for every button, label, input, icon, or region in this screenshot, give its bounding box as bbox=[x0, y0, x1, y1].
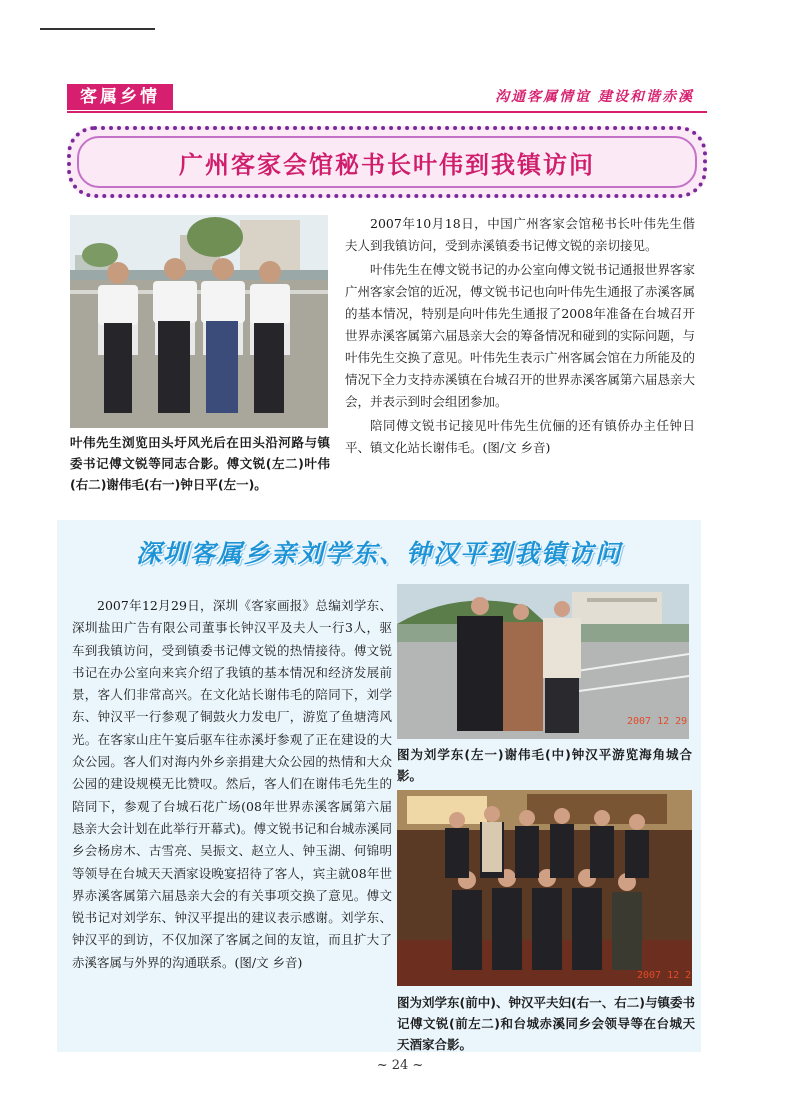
article2-paragraph: 2007年12月29日，深圳《客家画报》总编刘学东、深圳盐田广告有限公司董事长钟汉平及夫人一行3人，驱车到我镇访问，受到镇委书记傅文锐的热情接待。傅文锐书记在办公室向来宾介绍了我镇的基本情况和经济发展前景，客人们非常高兴。在文化站长谢伟毛的陪同下，刘学东、钟汉平一行参观了铜鼓火力发电厂，游览了鱼塘湾风光。在客家山庄午宴后驱车往赤溪圩参观了正在建设的大众公园。客人们对海内外乡亲捐建大众公园的热情和大众公园的建设规模无比赞叹。然后，客人们在谢伟毛先生的陪同下，参观了台城石花广场(08年世界赤溪客属第六届恳亲大会计划在此举行开幕式)。傅文锐书记和台城赤溪同乡会杨房木、古雪亮、吴振文、赵立人、钟玉湖、何锦明等领导在台城天天酒家设晚宴招待了客人，宾主就08年世界赤溪客属第六届恳亲大会的有关事项交换了意见。傅文锐书记对刘学东、钟汉平提出的建议表示感谢。刘学东、钟汉平的到访，不仅加深了客属之间的友谊，而且扩大了赤溪客属与外界的沟通联系。(图/文 乡音) bbox=[72, 598, 392, 970]
svg-text:2007 12 2: 2007 12 2 bbox=[637, 970, 692, 981]
svg-text:2007 12 29: 2007 12 29 bbox=[627, 716, 688, 727]
article1-photo-caption: 叶伟先生浏览田头圩风光后在田头沿河路与镇委书记傅文锐等同志合影。傅文锐(左二)叶伟(右二)谢伟毛(右一)钟日平(左一)。 bbox=[70, 435, 330, 492]
section-tag: 客属乡情 bbox=[67, 84, 173, 110]
header-slogan: 沟通客属情谊 建设和谐赤溪 bbox=[495, 89, 694, 105]
article1-photo bbox=[70, 215, 328, 428]
article1-paragraph: 叶伟先生在傅文锐书记的办公室向傅文锐书记通报世界客家广州客家会馆的近况，傅文锐书记也向叶伟先生通报了赤溪客属的基本情况，特别是向叶伟先生通报了2008年准备在台城召开世界赤溪客属第六届恳亲大会的筹备情况和碰到的实际问题，与叶伟先生交换了意见。叶伟先生表示广州客属会馆在力所能及的情况下全力支持赤溪镇在台城召开的世界赤溪客属第六届恳亲大会，并表示到时会组团参加。 bbox=[345, 262, 696, 409]
article1-title: 广州客家会馆秘书长叶伟到我镇访问 bbox=[179, 150, 595, 179]
page-number: ~ 24 ~ bbox=[376, 1058, 424, 1073]
top-rule bbox=[40, 28, 155, 30]
article1-title-frame bbox=[77, 136, 697, 188]
article2-body bbox=[72, 595, 392, 974]
article2-title: 深圳客属乡亲刘学东、钟汉平到我镇访问 bbox=[135, 539, 622, 568]
article2-photo-2-caption: 图为刘学东(前中)、钟汉平夫妇(右一、右二)与镇委书记傅文锐(前左二)和台城赤溪同乡会领导等在台城天天酒家合影。 bbox=[397, 995, 695, 1052]
article2-panel bbox=[57, 520, 701, 1052]
article1-paragraph: 2007年10月18日，中国广州客家会馆秘书长叶伟先生偕夫人到我镇访问，受到赤溪镇委书记傅文锐的亲切接见。 bbox=[345, 216, 695, 253]
article2-photo-1 bbox=[397, 584, 689, 739]
article2-photo-2 bbox=[397, 790, 692, 986]
article1-body bbox=[345, 213, 695, 461]
article1-paragraph: 陪同傅文锐书记接见叶伟先生伉俪的还有镇侨办主任钟日平、镇文化站长谢伟毛。(图/文 乡音) bbox=[345, 418, 695, 455]
article2-photo-1-caption: 图为刘学东(左一)谢伟毛(中)钟汉平游览海角城合影。 bbox=[397, 747, 692, 783]
header-divider bbox=[67, 111, 707, 113]
article1-title-banner bbox=[67, 126, 707, 198]
